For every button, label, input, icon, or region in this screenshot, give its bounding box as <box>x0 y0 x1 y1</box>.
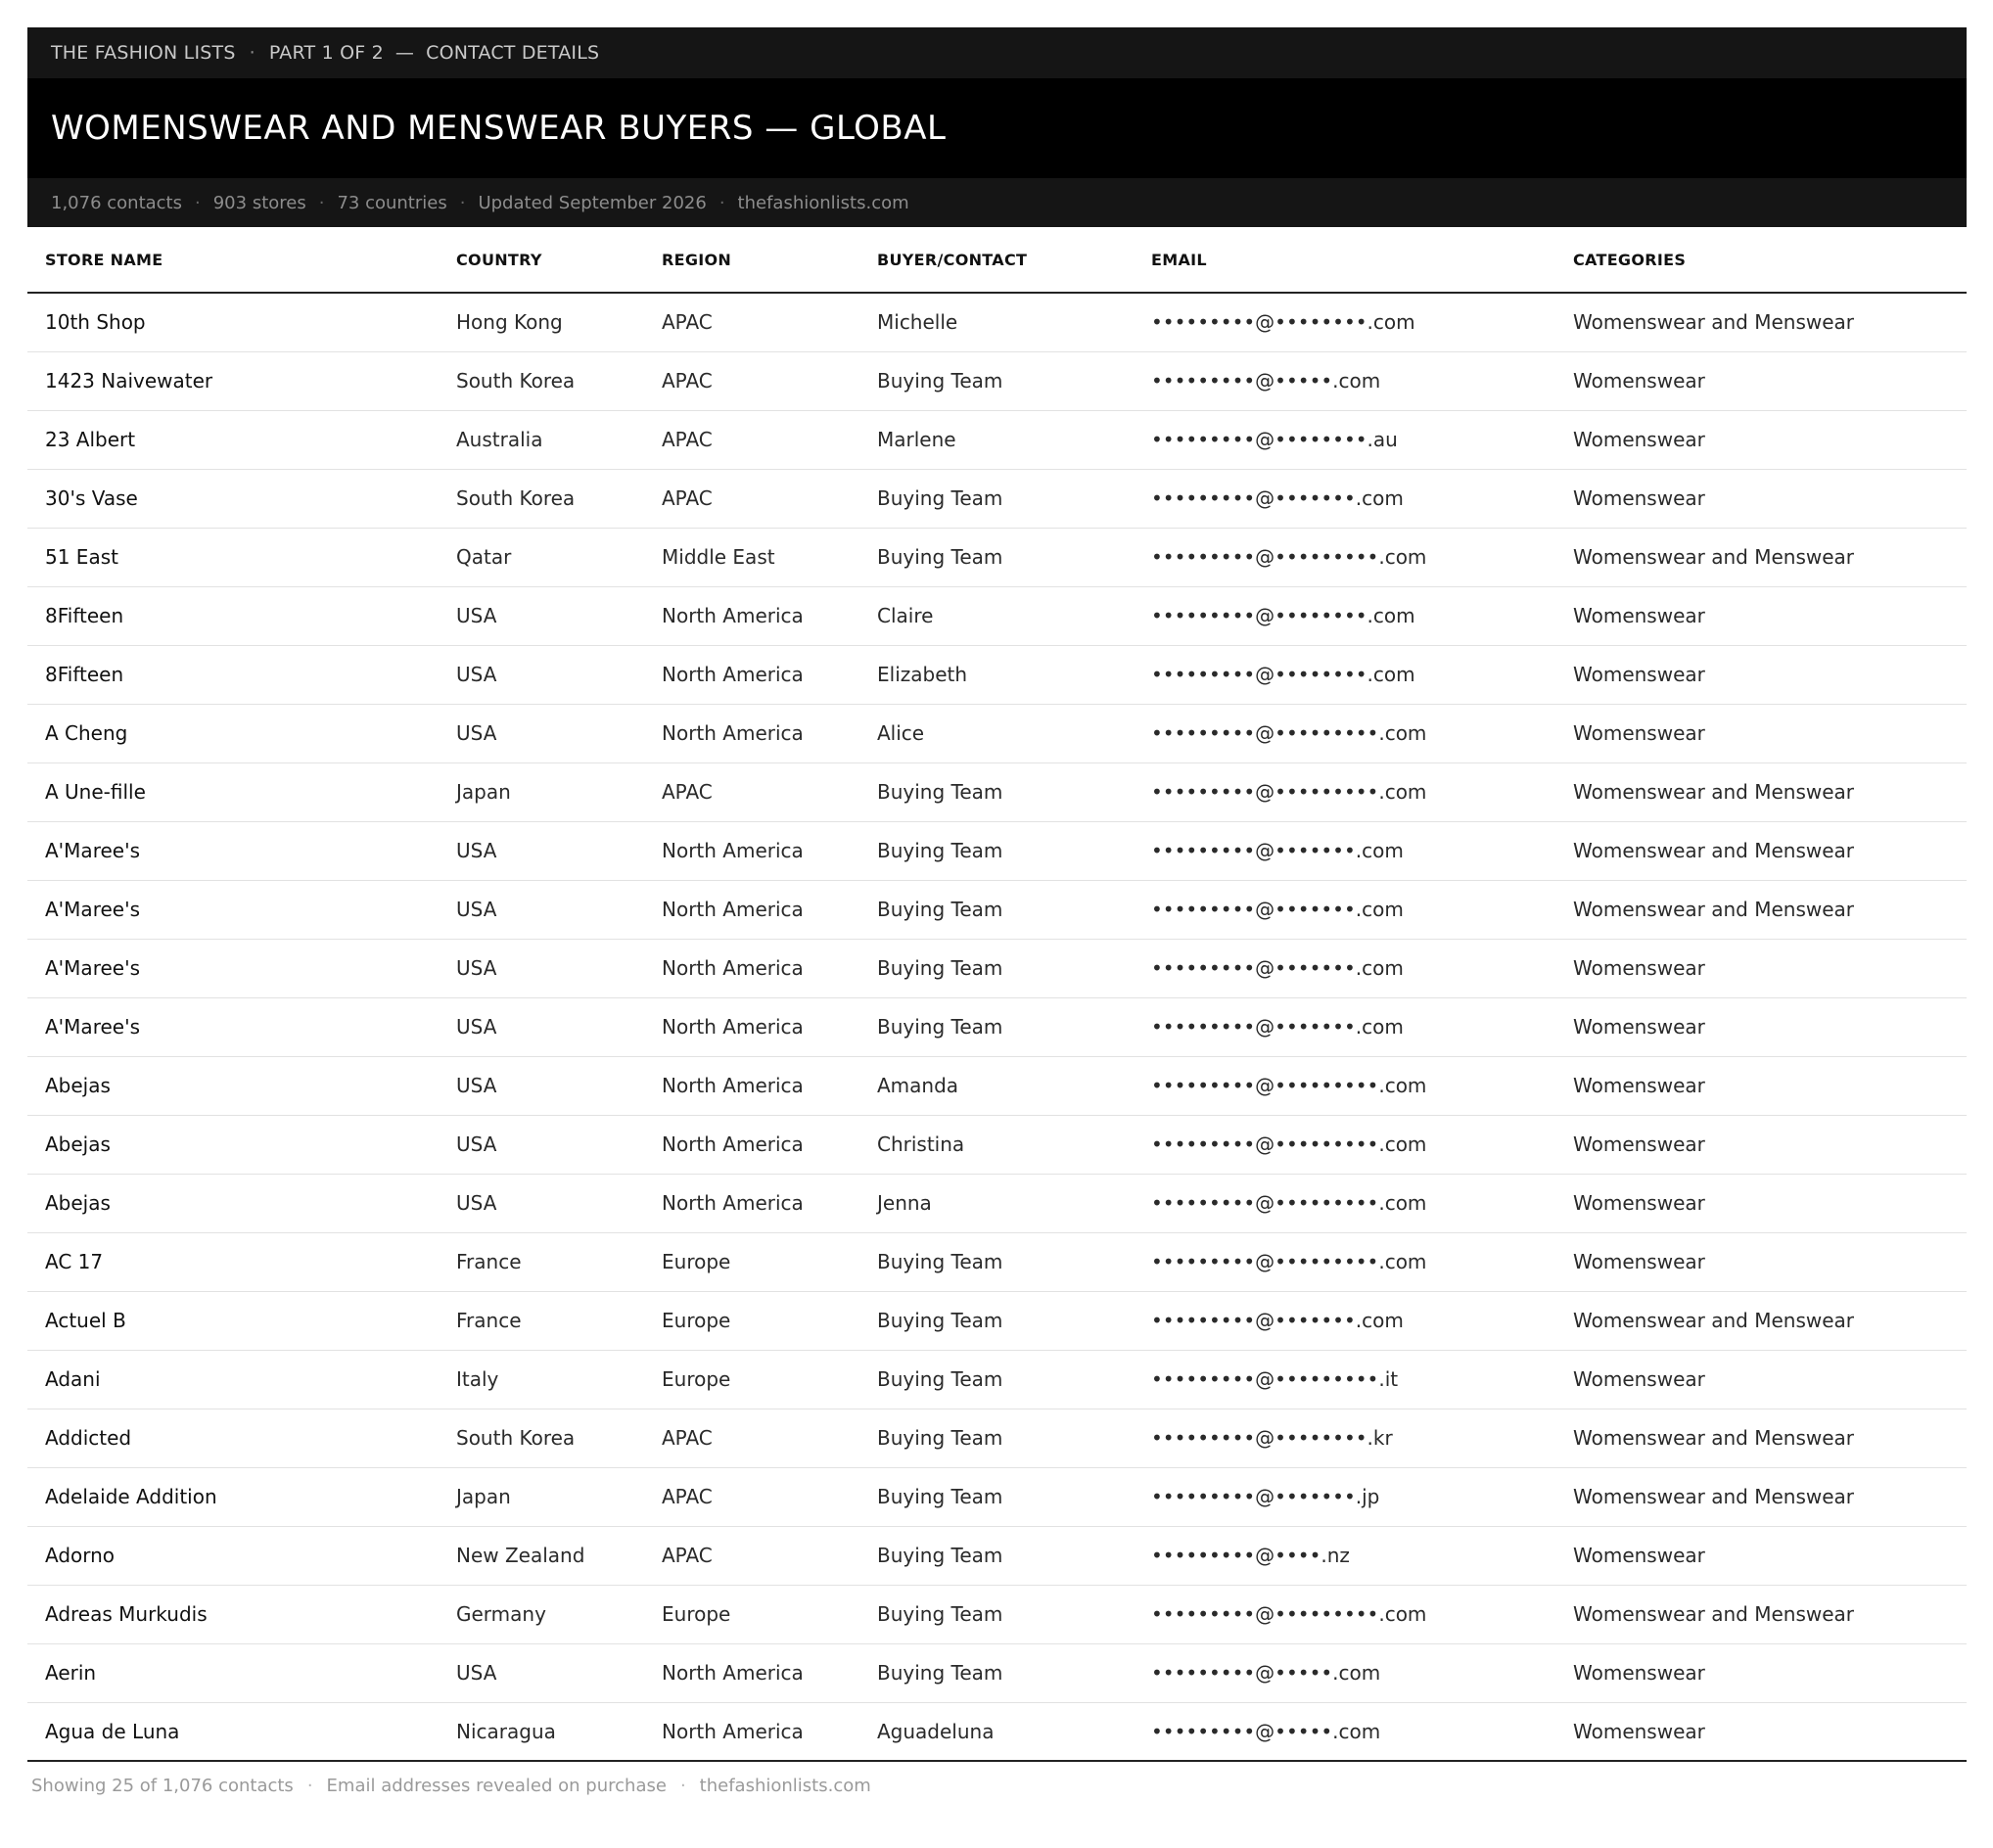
country-cell: USA <box>439 1056 644 1115</box>
contact-sheet <box>27 27 1967 1796</box>
country-cell: Japan <box>439 1467 644 1526</box>
country-cell: Germany <box>439 1585 644 1643</box>
country-cell: New Zealand <box>439 1526 644 1585</box>
email-cell: •••••••••@•••••••••.com <box>1134 1585 1555 1643</box>
region-cell: North America <box>644 821 859 880</box>
country-cell: USA <box>439 1115 644 1174</box>
meta-bar <box>27 178 1967 227</box>
categories-cell: Womenswear <box>1555 1643 1967 1702</box>
categories-cell: Womenswear and Menswear <box>1555 528 1967 586</box>
store-name-cell: Adelaide Addition <box>27 1467 439 1526</box>
country-cell: South Korea <box>439 351 644 410</box>
country-cell: USA <box>439 704 644 762</box>
table-row <box>27 704 1967 762</box>
table-row <box>27 469 1967 528</box>
categories-cell: Womenswear <box>1555 1526 1967 1585</box>
store-name-cell: 1423 Naivewater <box>27 351 439 410</box>
region-cell: APAC <box>644 410 859 469</box>
country-cell: USA <box>439 586 644 645</box>
store-name-cell: A'Maree's <box>27 880 439 939</box>
separator-dot: · <box>718 192 725 213</box>
separator-dot: · <box>306 1776 313 1796</box>
region-cell: Europe <box>644 1350 859 1409</box>
categories-cell: Womenswear <box>1555 469 1967 528</box>
store-name-cell: Abejas <box>27 1056 439 1115</box>
region-cell: North America <box>644 1115 859 1174</box>
table-row <box>27 821 1967 880</box>
country-cell: USA <box>439 1174 644 1232</box>
table-row <box>27 1643 1967 1702</box>
store-name-cell: Adreas Murkudis <box>27 1585 439 1643</box>
region-cell: APAC <box>644 469 859 528</box>
meta-updated: Updated September 2026 <box>478 192 707 213</box>
email-cell: •••••••••@•••••••••.com <box>1134 762 1555 821</box>
table-row <box>27 1585 1967 1643</box>
email-cell: •••••••••@•••••••••.com <box>1134 1056 1555 1115</box>
table-row <box>27 997 1967 1056</box>
categories-cell: Womenswear and Menswear <box>1555 880 1967 939</box>
categories-cell: Womenswear <box>1555 645 1967 704</box>
column-header-email: EMAIL <box>1134 227 1555 293</box>
email-cell: •••••••••@•••••••••.com <box>1134 528 1555 586</box>
store-name-cell: A'Maree's <box>27 997 439 1056</box>
store-name-cell: 30's Vase <box>27 469 439 528</box>
store-name-cell: 8Fifteen <box>27 645 439 704</box>
email-cell: •••••••••@•••••.com <box>1134 1643 1555 1702</box>
footer-showing: Showing 25 of 1,076 contacts <box>31 1776 294 1796</box>
buyer-contact-cell: Aguadeluna <box>859 1702 1134 1761</box>
country-cell: USA <box>439 821 644 880</box>
table-row <box>27 586 1967 645</box>
buyer-contact-cell: Buying Team <box>859 762 1134 821</box>
meta-stores: 903 stores <box>212 192 306 213</box>
country-cell: France <box>439 1291 644 1350</box>
region-cell: North America <box>644 586 859 645</box>
store-name-cell: Addicted <box>27 1409 439 1467</box>
region-cell: Europe <box>644 1232 859 1291</box>
country-cell: South Korea <box>439 1409 644 1467</box>
separator-dash: — <box>394 42 415 64</box>
country-cell: USA <box>439 939 644 997</box>
email-cell: •••••••••@•••••••.com <box>1134 469 1555 528</box>
region-cell: North America <box>644 1174 859 1232</box>
categories-cell: Womenswear <box>1555 586 1967 645</box>
page-title: WOMENSWEAR AND MENSWEAR BUYERS — GLOBAL <box>51 109 947 148</box>
country-cell: Italy <box>439 1350 644 1409</box>
part-label: PART 1 OF 2 <box>268 42 384 64</box>
buyer-contact-cell: Marlene <box>859 410 1134 469</box>
buyer-contact-cell: Buying Team <box>859 821 1134 880</box>
store-name-cell: Aerin <box>27 1643 439 1702</box>
table-row <box>27 645 1967 704</box>
table-row <box>27 1115 1967 1174</box>
region-cell: North America <box>644 1056 859 1115</box>
region-cell: Europe <box>644 1585 859 1643</box>
country-cell: USA <box>439 880 644 939</box>
table-row <box>27 293 1967 351</box>
title-bar <box>27 78 1967 178</box>
categories-cell: Womenswear and Menswear <box>1555 1467 1967 1526</box>
table-row <box>27 1409 1967 1467</box>
email-cell: •••••••••@••••••••.com <box>1134 293 1555 351</box>
region-cell: APAC <box>644 1409 859 1467</box>
section-label: CONTACT DETAILS <box>426 42 600 64</box>
email-cell: •••••••••@••••••••.com <box>1134 586 1555 645</box>
buyer-contact-cell: Buying Team <box>859 997 1134 1056</box>
email-cell: •••••••••@••••••••.com <box>1134 645 1555 704</box>
region-cell: North America <box>644 997 859 1056</box>
table-row <box>27 528 1967 586</box>
brand-label: THE FASHION LISTS <box>51 42 236 64</box>
email-cell: •••••••••@•••••••••.com <box>1134 1174 1555 1232</box>
buyer-contact-cell: Christina <box>859 1115 1134 1174</box>
categories-cell: Womenswear <box>1555 1174 1967 1232</box>
buyer-contact-cell: Elizabeth <box>859 645 1134 704</box>
column-header-store-name: STORE NAME <box>27 227 439 293</box>
top-bar <box>27 27 1967 78</box>
store-name-cell: A Cheng <box>27 704 439 762</box>
email-cell: •••••••••@•••••••.com <box>1134 821 1555 880</box>
categories-cell: Womenswear <box>1555 939 1967 997</box>
categories-cell: Womenswear and Menswear <box>1555 1409 1967 1467</box>
store-name-cell: 51 East <box>27 528 439 586</box>
buyer-contact-cell: Buying Team <box>859 351 1134 410</box>
store-name-cell: Abejas <box>27 1174 439 1232</box>
buyer-contact-cell: Buying Team <box>859 1232 1134 1291</box>
store-name-cell: 8Fifteen <box>27 586 439 645</box>
region-cell: North America <box>644 645 859 704</box>
email-cell: •••••••••@•••••••.jp <box>1134 1467 1555 1526</box>
table-header-row <box>27 227 1967 293</box>
region-cell: APAC <box>644 1526 859 1585</box>
country-cell: South Korea <box>439 469 644 528</box>
region-cell: North America <box>644 880 859 939</box>
table-row <box>27 1526 1967 1585</box>
meta-countries: 73 countries <box>337 192 447 213</box>
store-name-cell: A Une-fille <box>27 762 439 821</box>
region-cell: Europe <box>644 1291 859 1350</box>
categories-cell: Womenswear <box>1555 351 1967 410</box>
country-cell: Japan <box>439 762 644 821</box>
buyer-contact-cell: Buying Team <box>859 1291 1134 1350</box>
buyer-contact-cell: Amanda <box>859 1056 1134 1115</box>
email-cell: •••••••••@•••••••••.com <box>1134 1115 1555 1174</box>
meta-site-link[interactable]: thefashionlists.com <box>737 192 909 213</box>
country-cell: France <box>439 1232 644 1291</box>
meta-contacts: 1,076 contacts <box>51 192 182 213</box>
store-name-cell: Agua de Luna <box>27 1702 439 1761</box>
footer-site-link[interactable]: thefashionlists.com <box>699 1776 871 1796</box>
country-cell: USA <box>439 997 644 1056</box>
table-row <box>27 1467 1967 1526</box>
store-name-cell: Adorno <box>27 1526 439 1585</box>
categories-cell: Womenswear <box>1555 1702 1967 1761</box>
categories-cell: Womenswear and Menswear <box>1555 762 1967 821</box>
region-cell: North America <box>644 939 859 997</box>
store-name-cell: Actuel B <box>27 1291 439 1350</box>
store-name-cell: Adani <box>27 1350 439 1409</box>
email-cell: •••••••••@•••••.com <box>1134 1702 1555 1761</box>
store-name-cell: A'Maree's <box>27 821 439 880</box>
categories-cell: Womenswear <box>1555 1350 1967 1409</box>
buyer-contact-cell: Alice <box>859 704 1134 762</box>
column-header-region: REGION <box>644 227 859 293</box>
buyer-contact-cell: Buying Team <box>859 528 1134 586</box>
region-cell: North America <box>644 1702 859 1761</box>
separator-dot: · <box>195 192 201 213</box>
categories-cell: Womenswear <box>1555 704 1967 762</box>
region-cell: APAC <box>644 1467 859 1526</box>
buyer-contact-cell: Jenna <box>859 1174 1134 1232</box>
column-header-buyer-contact: BUYER/CONTACT <box>859 227 1134 293</box>
email-cell: •••••••••@•••••••••.com <box>1134 1232 1555 1291</box>
email-cell: •••••••••@•••••••.com <box>1134 1291 1555 1350</box>
table-row <box>27 410 1967 469</box>
table-row <box>27 351 1967 410</box>
country-cell: Qatar <box>439 528 644 586</box>
country-cell: Nicaragua <box>439 1702 644 1761</box>
table-row <box>27 1232 1967 1291</box>
categories-cell: Womenswear and Menswear <box>1555 1585 1967 1643</box>
region-cell: APAC <box>644 351 859 410</box>
column-header-categories: CATEGORIES <box>1555 227 1967 293</box>
email-cell: •••••••••@•••••••.com <box>1134 997 1555 1056</box>
table-row <box>27 1174 1967 1232</box>
buyer-contact-cell: Buying Team <box>859 1409 1134 1467</box>
email-cell: •••••••••@•••••.com <box>1134 351 1555 410</box>
store-name-cell: Abejas <box>27 1115 439 1174</box>
categories-cell: Womenswear <box>1555 997 1967 1056</box>
buyer-contact-cell: Buying Team <box>859 880 1134 939</box>
email-cell: •••••••••@••••••••.kr <box>1134 1409 1555 1467</box>
email-cell: •••••••••@••••.nz <box>1134 1526 1555 1585</box>
buyer-contact-cell: Michelle <box>859 293 1134 351</box>
country-cell: Hong Kong <box>439 293 644 351</box>
country-cell: USA <box>439 645 644 704</box>
region-cell: APAC <box>644 762 859 821</box>
buyer-contact-cell: Buying Team <box>859 469 1134 528</box>
buyer-contact-cell: Buying Team <box>859 939 1134 997</box>
contacts-table <box>27 227 1967 1762</box>
region-cell: Middle East <box>644 528 859 586</box>
table-row <box>27 880 1967 939</box>
store-name-cell: AC 17 <box>27 1232 439 1291</box>
categories-cell: Womenswear and Menswear <box>1555 1291 1967 1350</box>
buyer-contact-cell: Buying Team <box>859 1467 1134 1526</box>
table-row <box>27 1702 1967 1761</box>
store-name-cell: 23 Albert <box>27 410 439 469</box>
email-cell: •••••••••@••••••••.au <box>1134 410 1555 469</box>
buyer-contact-cell: Buying Team <box>859 1350 1134 1409</box>
email-cell: •••••••••@•••••••••.it <box>1134 1350 1555 1409</box>
store-name-cell: 10th Shop <box>27 293 439 351</box>
email-cell: •••••••••@•••••••••.com <box>1134 704 1555 762</box>
categories-cell: Womenswear <box>1555 410 1967 469</box>
categories-cell: Womenswear <box>1555 1056 1967 1115</box>
categories-cell: Womenswear and Menswear <box>1555 293 1967 351</box>
region-cell: APAC <box>644 293 859 351</box>
table-row <box>27 939 1967 997</box>
buyer-contact-cell: Buying Team <box>859 1643 1134 1702</box>
buyer-contact-cell: Buying Team <box>859 1526 1134 1585</box>
email-cell: •••••••••@•••••••.com <box>1134 880 1555 939</box>
categories-cell: Womenswear <box>1555 1232 1967 1291</box>
table-row <box>27 1056 1967 1115</box>
separator-dot: · <box>249 42 255 64</box>
footer-note: Email addresses revealed on purchase <box>326 1776 667 1796</box>
region-cell: North America <box>644 1643 859 1702</box>
store-name-cell: A'Maree's <box>27 939 439 997</box>
buyer-contact-cell: Buying Team <box>859 1585 1134 1643</box>
table-row <box>27 1291 1967 1350</box>
categories-cell: Womenswear <box>1555 1115 1967 1174</box>
country-cell: USA <box>439 1643 644 1702</box>
separator-dot: · <box>679 1776 686 1796</box>
footer <box>27 1776 1967 1796</box>
buyer-contact-cell: Claire <box>859 586 1134 645</box>
email-cell: •••••••••@•••••••.com <box>1134 939 1555 997</box>
column-header-country: COUNTRY <box>439 227 644 293</box>
table-row <box>27 762 1967 821</box>
separator-dot: · <box>318 192 325 213</box>
table-body <box>27 293 1967 1761</box>
categories-cell: Womenswear and Menswear <box>1555 821 1967 880</box>
country-cell: Australia <box>439 410 644 469</box>
separator-dot: · <box>459 192 466 213</box>
table-row <box>27 1350 1967 1409</box>
region-cell: North America <box>644 704 859 762</box>
